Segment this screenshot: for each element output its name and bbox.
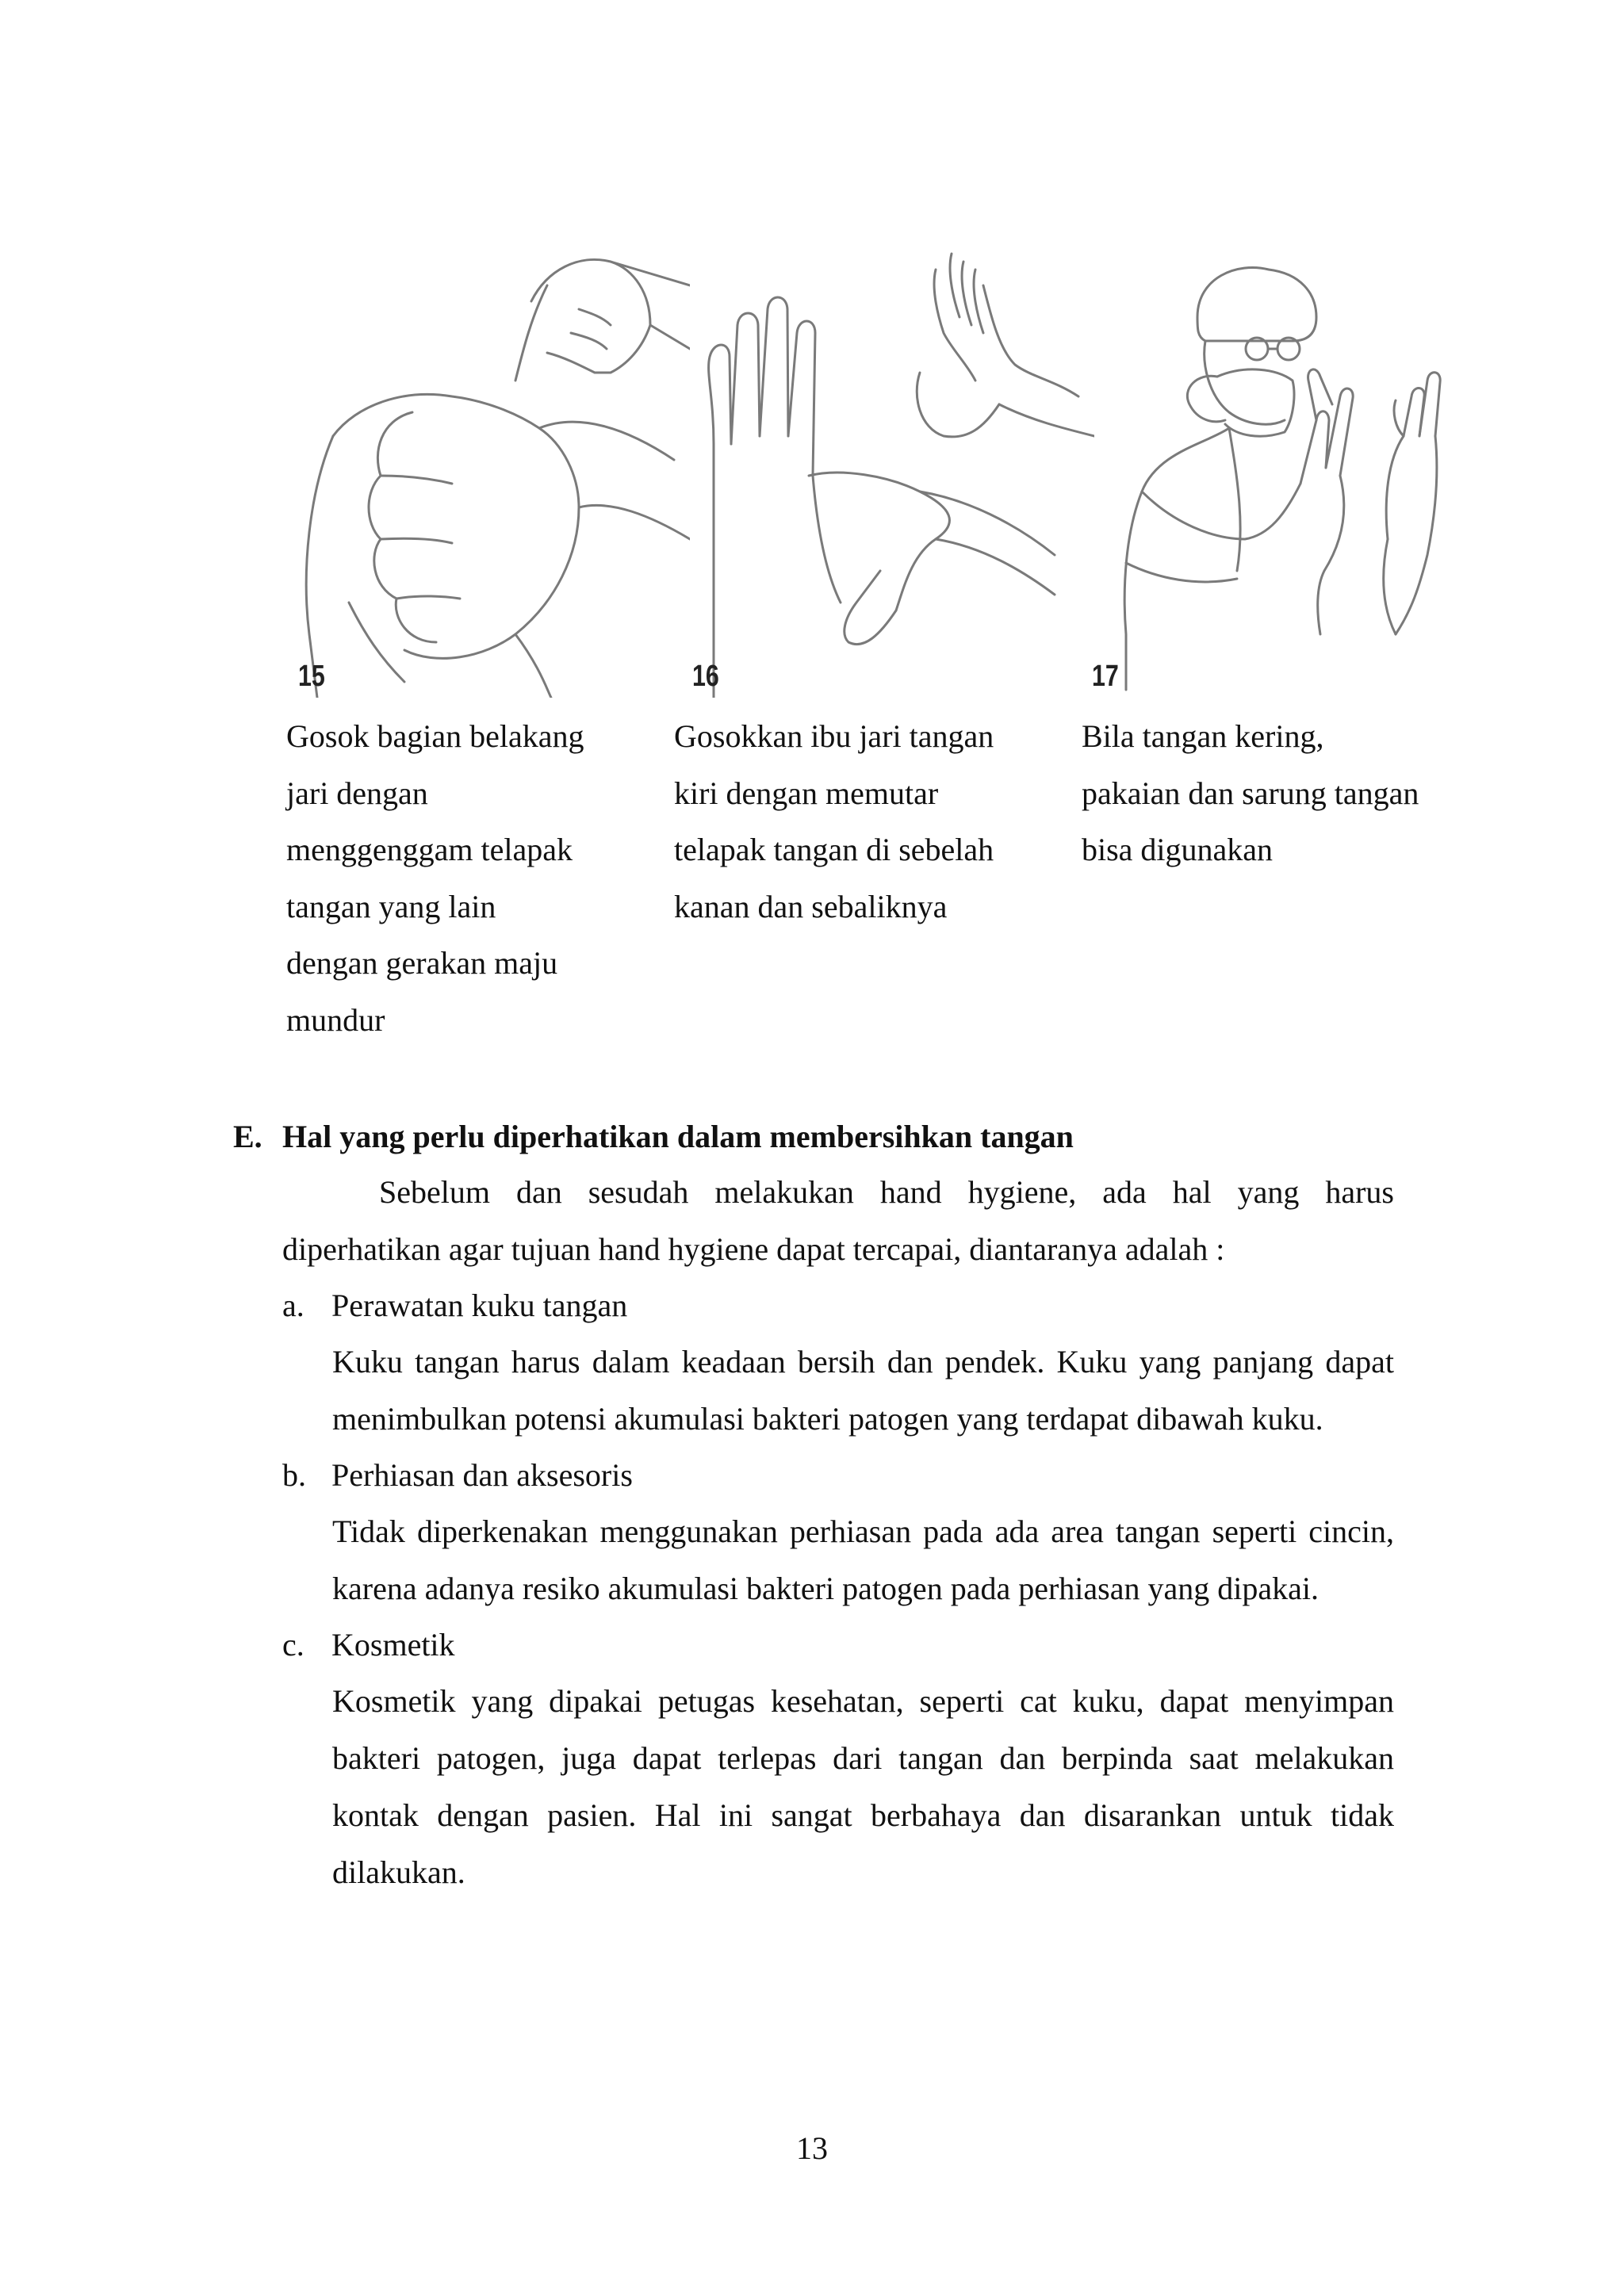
caption-line: pakaian dan sarung tangan — [1082, 775, 1419, 811]
caption-line: Gosokkan ibu jari tangan — [674, 718, 994, 754]
caption-line: mundur — [286, 1001, 385, 1038]
paragraph-line: Sebelum dan sesudah melakukan hand hygiene, ada hal yang harus — [379, 1174, 1394, 1210]
caption-line: Gosok bagian belakang — [286, 718, 584, 754]
page-number: 13 — [796, 2130, 828, 2166]
paragraph-line: dilakukan. — [332, 1854, 465, 1890]
thumb-rotation-hands-drawing — [682, 238, 1094, 698]
caption-line: dengan gerakan maju — [286, 945, 558, 981]
caption-line: bisa digunakan — [1082, 832, 1274, 867]
caption-line: kiri dengan memutar — [674, 775, 939, 811]
caption-line: kanan dan sebaliknya — [674, 888, 948, 924]
caption-line: jari dengan — [286, 775, 428, 811]
paragraph-line: karena adanya resiko akumulasi bakteri patogen pada perhiasan yang dipakai. — [332, 1571, 1319, 1606]
section-title: Hal yang perlu diperhatikan dalam membersihkan tangan — [282, 1119, 1074, 1154]
list-item-a-body — [332, 1334, 1394, 1448]
list-item-a — [282, 1284, 627, 1328]
paragraph-line: Tidak diperkenakan menggunakan perhiasan pada ada area tangan seperti cincin, — [332, 1513, 1394, 1549]
paragraph-line: diperhatikan agar tujuan hand hygiene dapat tercapai, diantaranya adalah : — [282, 1231, 1225, 1267]
figure-17-illustration — [1078, 238, 1491, 698]
caption-line: telapak tangan di sebelah — [674, 832, 994, 867]
paragraph-line: Kuku tangan harus dalam keadaan bersih dan pendek. Kuku yang panjang dapat — [332, 1344, 1394, 1380]
paragraph-line: bakteri patogen, juga dapat terlepas dari tangan dan berpinda saat melakukan — [332, 1740, 1394, 1776]
intro-paragraph — [282, 1164, 1394, 1278]
person-with-mask-raising-hands-drawing — [1078, 238, 1491, 698]
figure-15-caption — [286, 708, 584, 1048]
figure-16-caption — [674, 708, 994, 935]
figure-16-number: 16 — [692, 660, 719, 693]
list-item-title: Perawatan kuku tangan — [331, 1288, 628, 1323]
caption-line: Bila tangan kering, — [1082, 718, 1324, 754]
figure-16-illustration — [682, 238, 1094, 698]
list-item-label: a. — [282, 1288, 304, 1323]
section-heading — [233, 1115, 1074, 1159]
paragraph-line: Kosmetik yang dipakai petugas kesehatan, seperti cat kuku, dapat menyimpan — [332, 1683, 1394, 1719]
list-item-b-body — [332, 1503, 1394, 1617]
list-item-c — [282, 1623, 455, 1667]
list-item-label: c. — [282, 1627, 304, 1663]
list-item-title: Perhiasan dan aksesoris — [331, 1457, 633, 1493]
fist-rubbing-hands-drawing — [278, 238, 690, 698]
list-item-c-body — [332, 1673, 1394, 1901]
figure-15-number: 15 — [298, 660, 325, 693]
caption-line: tangan yang lain — [286, 888, 496, 924]
list-item-title: Kosmetik — [331, 1627, 455, 1663]
figure-17-number: 17 — [1092, 660, 1119, 693]
section-label: E. — [233, 1119, 262, 1154]
list-item-label: b. — [282, 1457, 306, 1493]
figure-17-caption — [1082, 708, 1419, 878]
paragraph-line: kontak dengan pasien. Hal ini sangat berbahaya dan disarankan untuk tidak — [332, 1797, 1394, 1833]
figure-15-illustration — [278, 238, 690, 698]
list-item-b — [282, 1453, 633, 1498]
paragraph-line: menimbulkan potensi akumulasi bakteri patogen yang terdapat dibawah kuku. — [332, 1401, 1323, 1437]
caption-line: menggenggam telapak — [286, 832, 573, 867]
